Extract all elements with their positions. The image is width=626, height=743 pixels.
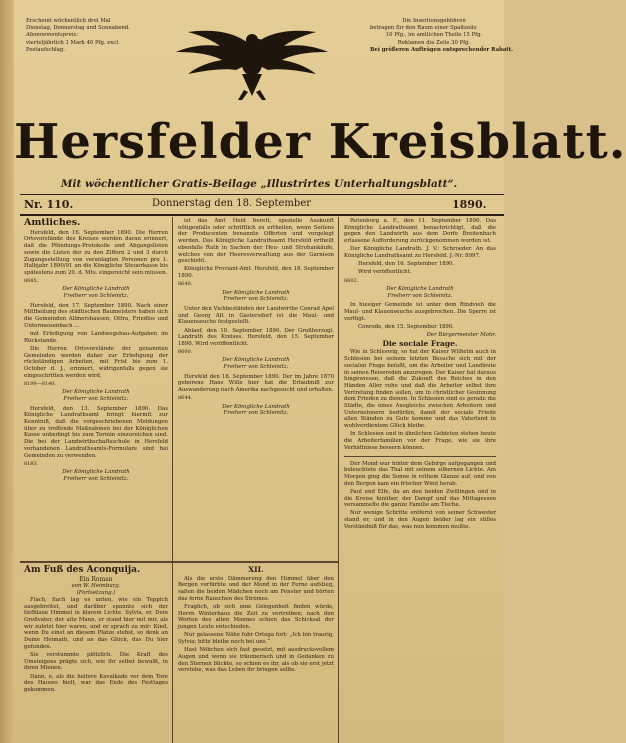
section-heading-social-question: Die sociale Frage. — [382, 338, 458, 348]
notice-number: 8640. — [178, 281, 193, 288]
section-rule — [344, 456, 496, 457]
info-line: 10 Pfg., im amtlichen Theile 15 Pfg. — [385, 32, 483, 39]
article-paragraph: Nur wenige Schritte entfernt von seiner Schwester stand er, und in den Augen beider lag ein stilles Verständniß für das, was nun kommen mußte. — [344, 510, 496, 530]
header-rule-top — [20, 194, 504, 195]
column-divider — [172, 217, 173, 743]
notice-number: 8602. — [344, 277, 359, 284]
notice-paragraph: Unter den Viehbeständen der Landwirthe Conrad Apel und Georg Alt in Gastersdorf ist die Maul- und Klauenseuche festgestellt. — [178, 305, 334, 326]
notice-paragraph: Königliche Proviant-Amt. Hersfeld, den 18. September 1890. — [178, 266, 334, 280]
notice-paragraph: Hersfeld den 18. September 1890. Der im Jahre 1870 geborene Hans Wille hier hat die Erlaubniß zur Auswanderung nach Amerika nachgesucht und erhalten. — [178, 373, 334, 394]
notice-paragraph: Ablauf, den 10. September 1890. Der Großherzogl. Landrath des Kreises. Hersfeld, den 15. September 1890. Wird veröffentlicht. — [178, 327, 334, 347]
notice-paragraph: Hersfeld, den 17. September 1890. Nach einer Mittheilung des städtischen Baumeisters haben sich die Gemeinden Allmershausen, Ottra, Friedlos und Untermeisenbach ... — [24, 302, 168, 329]
signature: Der Bürgermeister Mohr. — [426, 332, 496, 339]
notice-paragraph: Hersfeld, den 13. September 1890. Das Königliche Landrathsamt bringt hiermit zur Kenntniß, daß die vorgeschriebenen Meldungen über zu treffende Maßnahmen bei der Königlichen Kasse unbedingt bis zum Termin einzureichen sind. Die bei der Landwirthschaftsschule in Hersfeld vorhandenen Landrathsamts-Formulare sind bei Gemeinden zu verwenden. — [24, 405, 168, 459]
advertising-rates — [370, 18, 514, 54]
chapter-heading: XII. — [248, 565, 264, 574]
signature: Der Königliche Landrath — [62, 468, 130, 475]
novel-paragraph: Als die erste Dämmerung den Himmel über den Bergen verfärbte und der Mond in der Ferne aufstieg, saßen die beiden Mädchen noch am Fenster und hörten das ferne Rauschen des Stromes. — [178, 575, 334, 602]
feuilleton-continuation: (Fortsetzung.) — [76, 590, 116, 597]
official-notices-column — [24, 218, 168, 558]
signature: Der Königliche Landrath — [222, 289, 290, 296]
info-line: Erscheint wöchentlich drei Mal — [26, 18, 111, 24]
notice-paragraph: In hiesiger Gemeinde ist unter dem Rindvieh die Maul- und Klauenseuche ausgebrochen. Die Sperre ist verfügt. — [344, 302, 496, 322]
notice-paragraph: ist das Amt Heid berett, spezielle Auskunft nötigenfalls oder schriftlich zu ertheilen, wenn Seitens der Producenten benannte Offerten und vorgelegt werden. Das Königliche Landrathsamt Hersfeld ertheilt ebenfalls Rath in Sachen der Heu- und Strohankäufe, welches von der Heeresverwaltung aus der Garnison geschieht. — [178, 218, 334, 265]
masthead-subtitle: Mit wöchentlicher Gratis-Beilage „Illustrirtes Unterhaltungsblatt“. — [60, 178, 458, 190]
notice-number: 8685. — [24, 278, 39, 285]
info-line: Postaufschlag. — [26, 46, 65, 53]
notice-paragraph: mit Erledigung von Landwegebau-Aufgaben im Rückstande. — [24, 331, 168, 344]
eagle-emblem — [168, 20, 336, 104]
issue-date: Donnerstag den 18. September — [152, 198, 312, 209]
feuilleton-title: Am Fuß des Aconquija. — [24, 565, 141, 575]
feuilleton-rule — [20, 561, 338, 563]
signature: Freiherr von Schleinitz. — [223, 296, 289, 303]
issue-number: Nr. 110. — [24, 198, 74, 211]
info-line: betragen für den Raum einer Spaltzeile — [370, 25, 477, 32]
feuilleton-paragraph: Dann, e. als die heitere Kavalkade vor dem Tore des Hauses hielt, war das Ende des Festtages gekommen. — [24, 673, 168, 693]
header-rule-bottom — [20, 214, 504, 216]
feuilleton-author: von W. Heimburg. — [71, 583, 121, 590]
info-line: Die Insertionsgebühren — [402, 18, 466, 24]
info-line: Dienstag, Donnerstag und Sonnabend. — [26, 25, 130, 32]
article-paragraph: Der Mond war hinter dem Gebirge aufgegangen und beleuchtete das Thal mit seinem silbernen Lichte. Am Morgen ging die Sonne in rothem Glanze auf, und von den Bergen kam ein frischer Wind herab. — [344, 460, 496, 487]
article-paragraph: In Schlesien und in ähnlichen Gebieten stehen heute die Arbeiterfamilien vor der Frage, wie sie ihre Verhältnisse bessern können. — [344, 431, 496, 451]
signature: Der Königliche Landrath — [222, 403, 290, 410]
notice-date: Conrode, den 15. September 1890. — [358, 323, 455, 330]
column-divider — [338, 217, 339, 743]
feuilleton-column — [24, 565, 168, 741]
notice-paragraph: Hersfeld, den 16. September 1890. Die Herren Ortsvorstände des Kreises werden daran erinnert, daß die Pfändungs-Protokolle und Abgangslisten sowie die Listen der zu den Ziffern 2 und 3 durch Zugangsstellung von veranlagten Personen pro 1. Halbjahr 1890/91 an die Königliche Steuerkasse bis spätestens zum 20. d. Mts. eingereicht sein müssen. — [24, 229, 168, 276]
info-line: Bei größeren Aufträgen entsprechender Rabatt. — [370, 46, 514, 53]
signature: Der Königliche Landrath — [222, 357, 290, 364]
signature: Freiherr von Schleinitz. — [63, 475, 129, 482]
signature: Der Königliche Landrath — [62, 286, 130, 293]
notices-column-middle — [178, 218, 334, 556]
article-paragraph: Paul und Elfe, da an den beiden Zwillingen und in die Kreise hinüber, der Dampf und das Mittagessen versammelte die ganze Familie am Tische. — [344, 488, 496, 509]
signature: Freiherr von Schleinitz. — [63, 293, 129, 300]
signature: Freiherr von Schleinitz. — [387, 292, 453, 299]
info-line: Reklamen die Zeile 30 Pfg. — [397, 39, 471, 46]
notices-column-right — [344, 218, 496, 738]
notice-number: 8600. — [178, 349, 193, 356]
novel-chapter-column — [178, 565, 334, 741]
info-line: vierteljährlich 1 Mark 40 Pfg. excl. — [26, 39, 120, 46]
feuilleton-subtitle: Ein Roman — [79, 575, 113, 583]
page-fold-shadow — [0, 0, 14, 743]
notice-date: Wird veröffentlicht. — [358, 269, 412, 276]
feuilleton-paragraph: Flach, flach lag es unten, wie ein Teppich ausgebreitet, und darüber spannte sich der tiefblaue Himmel in klarem Lichte. Sylvia, er, Dein Großvater, der alte Mann, er stand hier mit mir, als wir zuletzt hier waren, und er sprach zu mir: Kind, wenn Du einst an diesem Platze stehst, so denk an Deine Heimath, und an das Glück, das Du hier gefunden. — [24, 596, 168, 650]
signature: Freiherr von Schleinitz. — [223, 364, 289, 371]
notice-number: 8183. — [24, 460, 39, 467]
subscription-info — [26, 18, 142, 54]
notice-paragraph: Rotenburg a. F., den 11. September 1890. Das Königliche Landrathsamt benachrichtigt, daß die gegen den Landwirth aus dem Dorfe Breitenbach erlassene Aufforderung zurückgenommen worden ist. — [344, 218, 496, 245]
info-line: Abonnementspreis: — [26, 32, 79, 39]
feuilleton-paragraph: Sie verstummte plötzlich. Die Kraft des Umsteigens prägte sich, wie ihr selbst bewußt, in ihren Mienen. — [24, 651, 168, 672]
novel-paragraph: Fraglich, ob sich eine Gelegenheit finden würde, Herrn Winterhaus die Zeit zu vertreiben; nach den Worten des alten Mannes schien das Schicksal der jungen Leute entschieden. — [178, 604, 334, 631]
novel-paragraph: Hast Nöbchen sich fast gesetzt, mit ausdrucksvollem Augen und wenn sie träumerisch und in Gedanken zu den Sternen blickte, so schien es ihr, als ob sie erst jetzt verstehe, was das Leben ihr bringen sollte. — [178, 647, 334, 674]
notice-date: Hersfeld, den 16. September 1890. — [358, 261, 455, 268]
notice-paragraph: Der Königliche Landrath. J. V.: Schroeder. An das Königliche Landrathsamt zu Hersfeld. J.-Nr. 8997. — [344, 246, 496, 260]
masthead-title: Hersfelder Kreisblatt. — [14, 114, 626, 170]
article-paragraph: Wie in Schleswig, so hat der Kaiser Wilhelm auch in Schlesien bei seinem letzten Besuche sich mit der socialen Frage befaßt, um die Arbeiter und Landleute in seinen Reisereden anzuregen. Der Kaiser hat daraus hingewiesen, daß die Zukunft des Reiches in den Händen Aller ruhe und daß die Arbeiter selbst ihre Vertretung finden sollen, um in christlicher Gesinnung dem Frieden zu dienen. In Schlesien sind es gerade die Städte, die eines Ausgleichs zwischen Arbeitern und Unternehmern bedürfen, damit der sociale Friede allen Ständen zu Gute komme und das Vaterland in wohlverdientem Glück bleibe. — [344, 349, 496, 430]
signature: Der Königliche Landrath — [62, 389, 130, 396]
notice-number: 8199—8140. — [24, 380, 57, 387]
section-heading-amtliches: Amtliches. — [24, 217, 81, 228]
notice-paragraph: Die Herren Ortsvorstände der genannten Gemeinden werden daher zur Erledigung der rückständigen Arbeiten, mit Frist bis zum 1. October d. J., erinnert, widrigenfalls gegen sie eingeschritten werden wird. — [24, 345, 168, 379]
issue-year: 1890. — [452, 198, 487, 211]
signature: Der Königliche Landrath — [386, 285, 454, 292]
novel-paragraph: Nur gelassene Nähe fuhr Ortega fort: „Ich bin traurig, Sylvia; bitte bleibe noch bei uns.“ — [178, 632, 334, 646]
signature: Freiherr von Schleinitz. — [223, 410, 289, 417]
notice-number: 8644. — [178, 395, 193, 402]
signature: Freiherr von Schleinitz. — [63, 395, 129, 402]
